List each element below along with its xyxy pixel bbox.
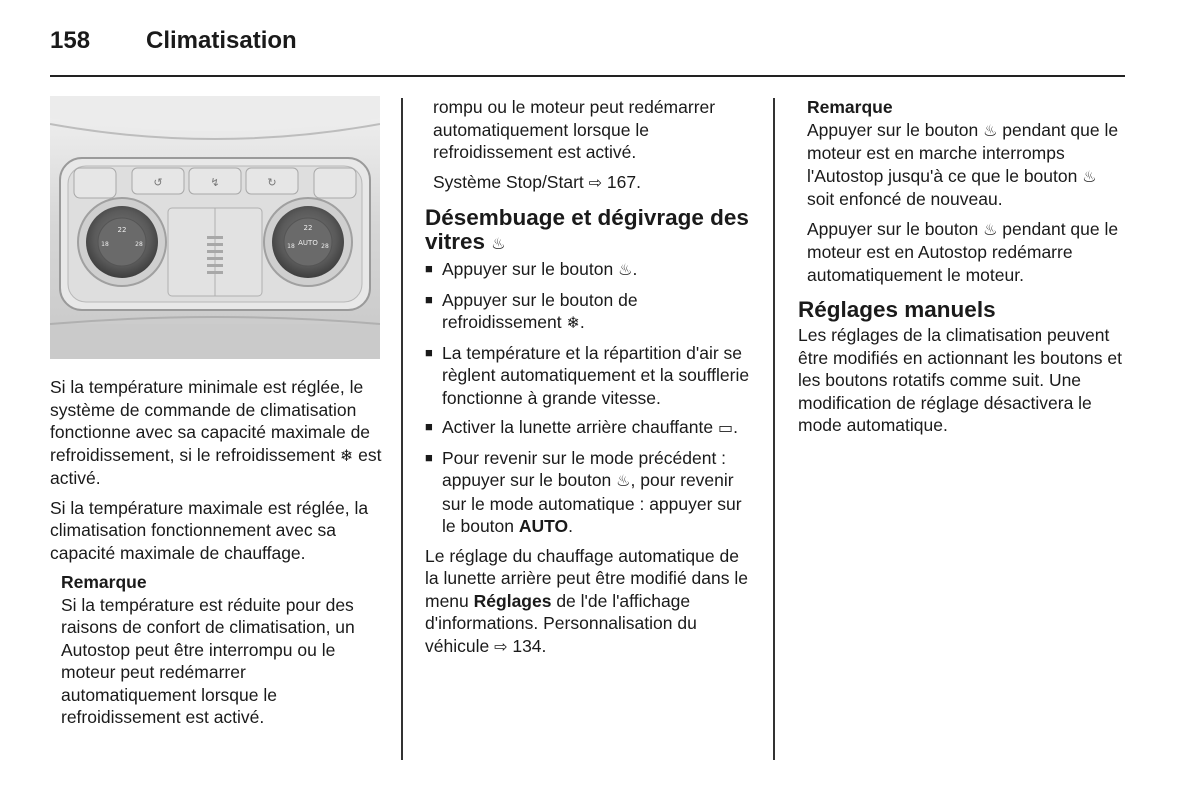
page-title: Climatisation bbox=[146, 27, 297, 54]
inline-symbol-icon: ❄ bbox=[339, 445, 354, 465]
column-divider-right bbox=[773, 98, 775, 760]
note-text: Si la température est réduite pour des raisons de confort de climatisation, un Autostop peut être interrompu ou le moteur peut redémarrer automatiquement lorsque le refroidissement est activé. bbox=[61, 594, 355, 727]
note-block bbox=[807, 96, 1125, 286]
climate-control-illustration bbox=[50, 96, 380, 359]
defrost-steps-list bbox=[425, 258, 755, 538]
knob-right-r-label: 28 bbox=[321, 243, 329, 250]
inline-symbol-icon: ♨ bbox=[616, 471, 631, 490]
inline-symbol-icon: ⇨ bbox=[494, 636, 508, 656]
page-number: 158 bbox=[50, 27, 91, 54]
list-item: ■ Appuyer sur le bouton de refroidissement ❄. bbox=[425, 289, 755, 335]
knob-right-l-label: 18 bbox=[287, 243, 295, 250]
header-rule bbox=[50, 75, 1125, 77]
list-item: ■ Pour revenir sur le mode précédent : appuyer sur le bouton ♨, pour revenir sur le mode automatique : appuyer sur le bouton AUTO. bbox=[425, 447, 755, 538]
note-block bbox=[61, 571, 382, 729]
list-item: ■ Appuyer sur le bouton ♨. bbox=[425, 258, 755, 282]
paragraph-manual-settings: Les réglages de la climatisation peuvent être modifiés en actionnant les boutons et les boutons rotatifs comme suit. Une modification de réglage désactivera le mode automatique. bbox=[798, 325, 1122, 435]
column-divider-left bbox=[401, 98, 403, 760]
list-item: ■ Activer la lunette arrière chauffante ▭. bbox=[425, 416, 755, 440]
bold-term: AUTO bbox=[518, 516, 569, 536]
note-paragraph-2: Appuyer sur le bouton ♨ pendant que le moteur est en Autostop redémarre automatiquement le moteur. bbox=[807, 218, 1119, 285]
inline-symbol-icon: ⇨ bbox=[588, 172, 603, 192]
note-paragraph-1: Appuyer sur le bouton ♨ pendant que le moteur est en marche interromps l'Autostop jusqu'à ce que le bouton ♨ soit enfoncé de nouveau. bbox=[807, 119, 1119, 209]
section-heading-manual-settings: Réglages manuels bbox=[798, 297, 996, 322]
column-3 bbox=[798, 96, 1125, 444]
note-continuation: rompu ou le moteur peut redémarrer automatiquement lorsque le refroidissement est activé. bbox=[433, 97, 716, 162]
knob-right-auto-label: AUTO bbox=[298, 239, 318, 247]
column-2 bbox=[425, 96, 755, 665]
bold-term: Réglages bbox=[473, 590, 552, 611]
knob-left-r-label: 28 bbox=[135, 241, 143, 248]
knob-left-top-label: 22 bbox=[117, 226, 127, 234]
inline-symbol-icon: ♨ bbox=[983, 219, 998, 239]
note-title: Remarque bbox=[807, 97, 893, 117]
paragraph-max-temperature: Si la température maximale est réglée, la climatisation fonctionnement avec sa capacité maximale de chauffage. bbox=[50, 497, 369, 563]
paragraph-rear-window-heating: Le réglage du chauffage automatique de la lunette arrière peut être modifié dans le menu Réglages de l'de l'affichage d'informations. Personnalisation du véhicule ⇨ 134. bbox=[425, 545, 748, 656]
page-header bbox=[50, 27, 297, 55]
knob-right-top-label: 22 bbox=[303, 224, 313, 232]
paragraph-min-temperature: Si la température minimale est réglée, le système de commande de climatisation fonctionne avec sa capacité maximale de refroidissement, si le refroidissement ❄ est activé. bbox=[50, 377, 382, 488]
column-1 bbox=[50, 376, 382, 729]
svg-text:↯: ↯ bbox=[210, 176, 220, 189]
inline-symbol-icon: ▭ bbox=[717, 418, 734, 437]
inline-symbol-icon: ♨ bbox=[491, 234, 506, 253]
list-item: ■ La température et la répartition d'air se règlent automatiquement et la soufflerie fonctionne à grande vitesse. bbox=[425, 342, 755, 410]
inline-symbol-icon: ♨ bbox=[983, 120, 998, 140]
stop-start-reference: Système Stop/Start ⇨ 167. bbox=[433, 171, 641, 192]
note-title: Remarque bbox=[61, 572, 147, 592]
knob-left-l-label: 18 bbox=[101, 241, 109, 248]
inline-symbol-icon: ♨ bbox=[618, 260, 633, 279]
svg-text:↺: ↺ bbox=[153, 176, 163, 189]
inline-symbol-icon: ❄ bbox=[566, 313, 580, 332]
svg-text:↻: ↻ bbox=[267, 176, 277, 189]
inline-symbol-icon: ♨ bbox=[1082, 166, 1097, 186]
section-heading-defrost: Désembuage et dégivrage des vitres ♨ bbox=[425, 205, 749, 254]
